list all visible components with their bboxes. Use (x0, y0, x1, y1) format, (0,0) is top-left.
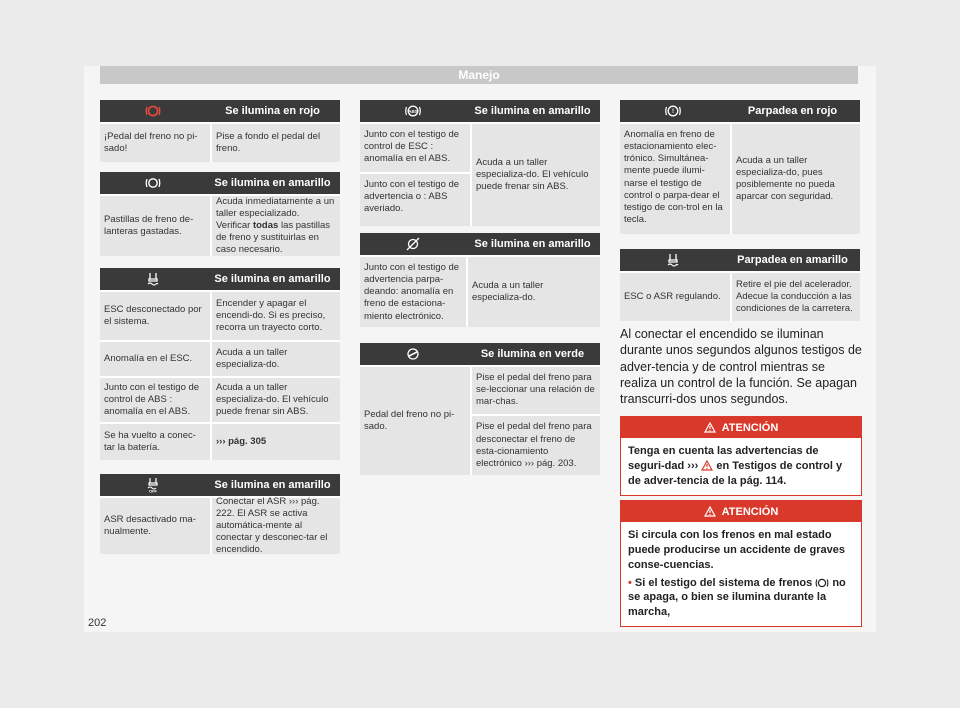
warning-triangle-icon (704, 506, 716, 517)
page-number: 202 (88, 617, 107, 629)
svg-text:!: ! (671, 109, 674, 115)
table-row: Junto con el testigo de control de ABS : anomalía en el ABS. Acuda a un taller especializa-do. El vehículo puede frenar sin ABS. (100, 376, 340, 422)
table-header: ! Parpadea en rojo (620, 100, 860, 122)
body-paragraph: Al conectar el encendido se iluminan durante unos segundos algunos testigos de adver-tencia y de control mientras se realiza un control de la función. Se apagan transcurri-dos unos segundos. (620, 327, 862, 406)
table-row: ASR desactivado ma-nualmente. Conectar el ASR ››› pág. 222. El ASR se activa automática-mente al conectar y desconec-tar el encendido. (100, 496, 340, 554)
warning-box: ATENCIÓN Si circula con los frenos en mal estado puede producirse un accidente de graves conse-cuencias. • Si el testigo del sistema de frenos no se apaga, o bien se ilumina durante la marcha, (620, 500, 862, 627)
parking-brake-icon (620, 104, 725, 118)
svg-text:OFF: OFF (148, 488, 157, 493)
table-row: Anomalía en el ESC. Acuda a un taller especializa-do. (100, 340, 340, 376)
warning-triangle-icon (701, 460, 713, 471)
brake-warning-icon (815, 578, 829, 588)
table-brake-pedal (360, 343, 600, 475)
brake-warning-icon (100, 105, 205, 117)
table-row: Se ha vuelto a conec-tar la batería. ››› pág. 305 (100, 422, 340, 460)
table-header: ABS Se ilumina en amarillo (360, 100, 600, 122)
table-parking-brake (620, 100, 860, 234)
warning-box: ATENCIÓN Tenga en cuenta las advertencias de seguri-dad ››› en Testigos de control y de adver-tencia de la pág. 114. (620, 416, 862, 496)
table-row: Pedal del freno no pi-sado. Pise el pedal del freno para se-leccionar una relación de mar-chas. Pise el pedal del freno para desconectar el freno de esta-cionamiento electrónico ››› pág. 203. (360, 365, 600, 475)
table-brake-pads (100, 172, 340, 256)
table-row: ESC desconectado por el sistema. Encender y apagar el encendi-do. Si es preciso, recorra un trayecto corto. (100, 290, 340, 340)
abs-icon (360, 105, 465, 117)
table-header: Parpadea en amarillo (620, 249, 860, 271)
table-esc (100, 268, 340, 460)
table-esc-blink (620, 249, 860, 321)
esc-icon (620, 253, 725, 267)
brake-pads-icon (100, 177, 205, 189)
brake-pedal-icon (360, 347, 465, 361)
page-header: Manejo (100, 66, 858, 84)
table-row: Pastillas de freno de-lanteras gastadas. Acuda inmediatamente a un taller especializado. Verificar todas las pastillas de freno y sustituirlas en caso necesario. (100, 194, 340, 256)
table-row: ¡Pedal del freno no pi-sado! Pise a fondo el pedal del freno. (100, 122, 340, 162)
table-header: Se ilumina en amarillo (100, 268, 340, 290)
table-header: OFF Se ilumina en amarillo (100, 474, 340, 496)
table-header: Se ilumina en rojo (100, 100, 340, 122)
table-row: ESC o ASR regulando. Retire el pie del acelerador. Adecue la conducción a las condiciones de la carretera. (620, 271, 860, 321)
table-red-brake (100, 100, 340, 162)
electronic-brake-icon (360, 237, 465, 251)
svg-text:ABS: ABS (407, 108, 418, 114)
table-asr-off (100, 474, 340, 554)
table-electronic-brake (360, 233, 600, 327)
warning-triangle-icon (704, 422, 716, 433)
table-header: Se ilumina en amarillo (100, 172, 340, 194)
asr-off-icon (100, 477, 205, 493)
table-row: Junto con el testigo de advertencia parpa-deando: anomalía en freno de estaciona-miento electrónico. Acuda a un taller especializa-do. (360, 255, 600, 327)
esc-icon (100, 272, 205, 286)
table-row: Anomalía en freno de estacionamiento elec-trónico. Simultánea-mente puede ilumi-narse el testigo de control o parpa-dear el testigo de con-trol en la tecla. Acuda a un taller especializa-do, pues posiblemente no pueda aparcar con seguridad. (620, 122, 860, 234)
table-header: Se ilumina en amarillo (360, 233, 600, 255)
table-abs (360, 100, 600, 226)
table-row: Junto con el testigo de control de ESC : anomalía en el ABS. Junto con el testigo de advertencia o : ABS averiado. Acuda a un taller especializa-do. El vehículo puede frenar sin ABS. (360, 122, 600, 226)
table-header: Se ilumina en verde (360, 343, 600, 365)
